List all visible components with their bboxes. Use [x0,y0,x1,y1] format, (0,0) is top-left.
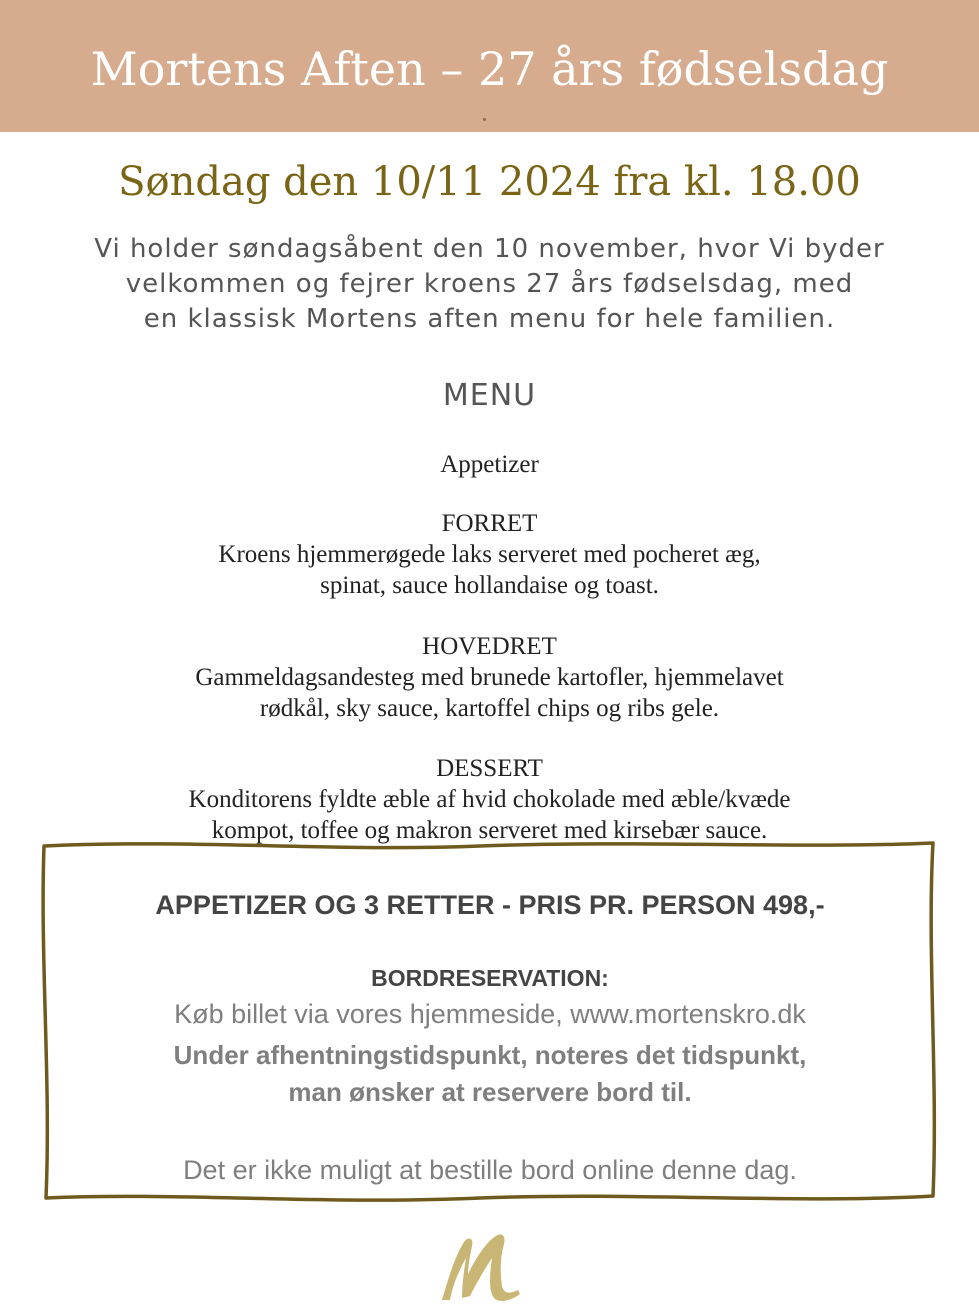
course-title: HOVEDRET [422,633,557,660]
course-description-line: Gammeldagsandesteg med brunede kartofler, hjemmelavet [195,664,784,691]
course-description-line: spinat, sauce hollandaise og toast. [320,572,659,599]
intro-line: Vi holder søndagsåbent den 10 november, hvor Vi byder [94,234,885,264]
online-booking-notice: Det er ikke muligt at bestille bord online denne dag. [183,1155,797,1185]
ticket-purchase-line: Køb billet via vores hjemmeside, www.mortenskro.dk [174,999,806,1029]
event-date: Søndag den 10/11 2024 fra kl. 18.00 [118,159,861,205]
intro-line: en klassisk Mortens aften menu for hele familien. [143,304,836,334]
reservation-title: BORDRESERVATION: [371,965,609,991]
course-description-line: Kroens hjemmerøgede laks serveret med pocheret æg, [218,541,761,568]
menu-heading: MENU [442,378,537,413]
reservation-note-line: Under afhentningstidspunkt, noteres det tidspunkt, [173,1040,807,1070]
intro-line: velkommen og fejrer kroens 27 års fødselsdag, med [125,269,854,299]
reservation-note-line: man ønsker at reservere bord til. [288,1077,692,1107]
course-title: DESSERT [436,755,543,782]
course-description-line: rødkål, sky sauce, kartoffel chips og ribs gele. [259,695,720,722]
course-description-line: Konditorens fyldte æble af hvid chokolade med æble/kvæde [188,786,791,813]
price-line: APPETIZER OG 3 RETTER - PRIS PR. PERSON 498,- [155,890,825,920]
course-title: FORRET [441,510,538,537]
page-title: Mortens Aften – 27 års fødselsdag [90,42,889,96]
appetizer-label: Appetizer [440,451,539,478]
m-logo-icon [438,1228,528,1304]
course-description-line: kompot, toffee og makron serveret med kirsebær sauce. [211,817,768,844]
